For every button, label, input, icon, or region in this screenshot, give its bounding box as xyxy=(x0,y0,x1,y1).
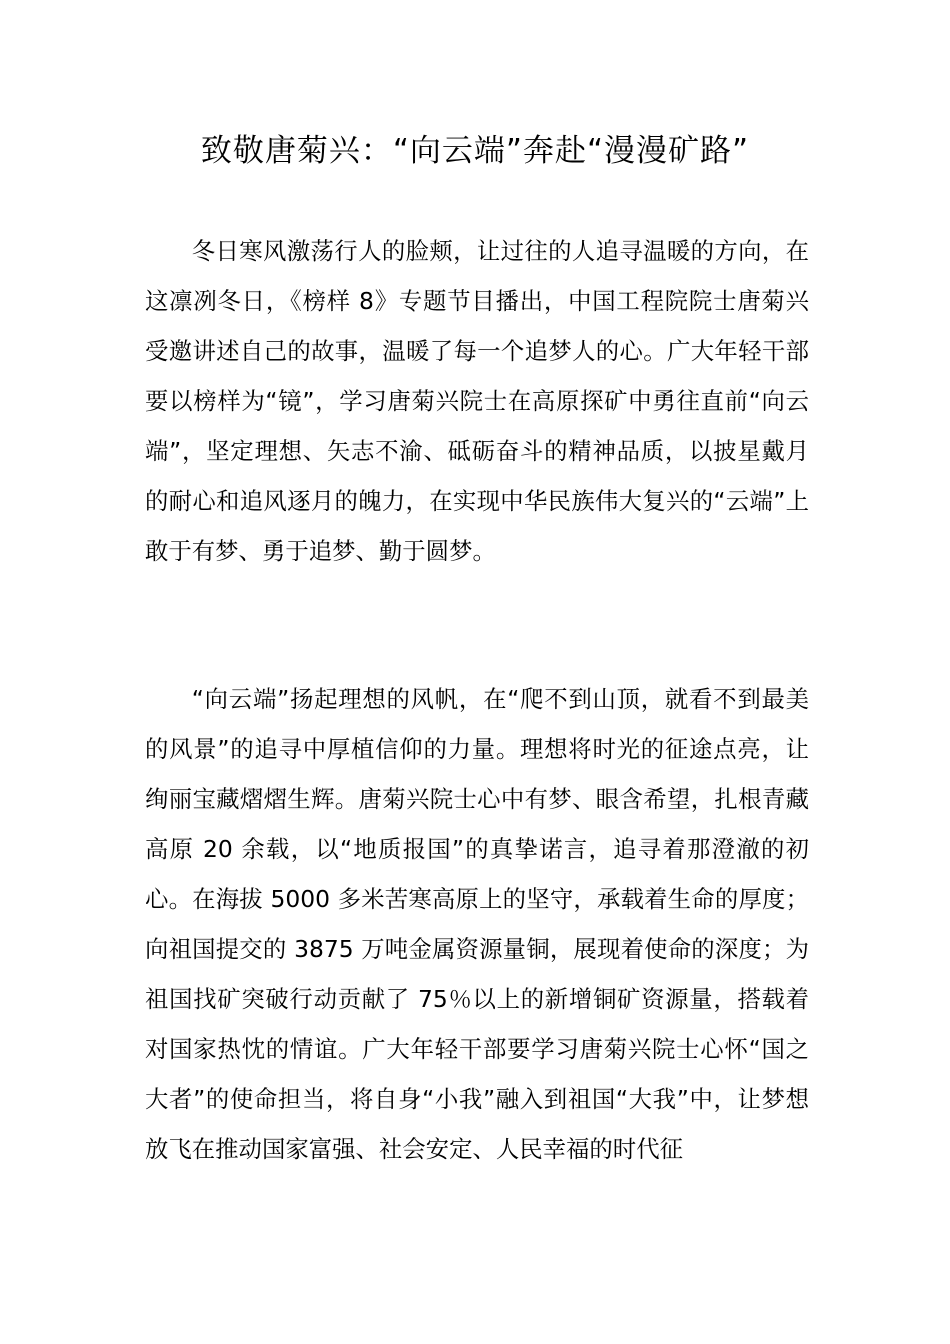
document-title: 致敬唐菊兴：“向云端”奔赴“漫漫矿路” xyxy=(200,133,750,169)
paragraph-intro: 冬日寒风激荡行人的脸颊，让过往的人追寻温暖的方向，在这凛冽冬日，《榜样 8》专题节目播出，中国工程院院士唐菊兴受邀讲述自己的故事，温暖了每一个追梦人的心。广大年轻干部要以榜样为“镜”，学习唐菊兴院士在高原探矿中勇往直前“向云端”，坚定理想、矢志不渝、砥砺奋斗的精神品质，以披星戴月的耐心和追风逐月的魄力，在实现中华民族伟大复兴的“云端”上敢于有梦、勇于追梦、勤于圆梦。 xyxy=(145,237,809,565)
paragraph-ideal: “向云端”扬起理想的风帆，在“爬不到山顶，就看不到最美的风景”的追寻中厚植信仰的力量。理想将时光的征途点亮，让绚丽宝藏熠熠生辉。唐菊兴院士心中有梦、眼含希望，扎根青藏高原 20 余载，以“地质报国”的真挚诺言，追寻着那澄澈的初心。在海拔 5000 多米苦寒高原上的坚守，承载着生命的厚度；向祖国提交的 3875 万吨金属资源量铜，展现着使命的深度；为祖国找矿突破行动贡献了 75％以上的新增铜矿资源量，搭载着对国家热忱的情谊。广大年轻干部要学习唐菊兴院士心怀“国之大者”的使命担当，将自身“小我”融入到祖国“大我”中，让梦想放飞在推动国家富强、社会安定、人民幸福的时代征 xyxy=(145,685,809,1163)
